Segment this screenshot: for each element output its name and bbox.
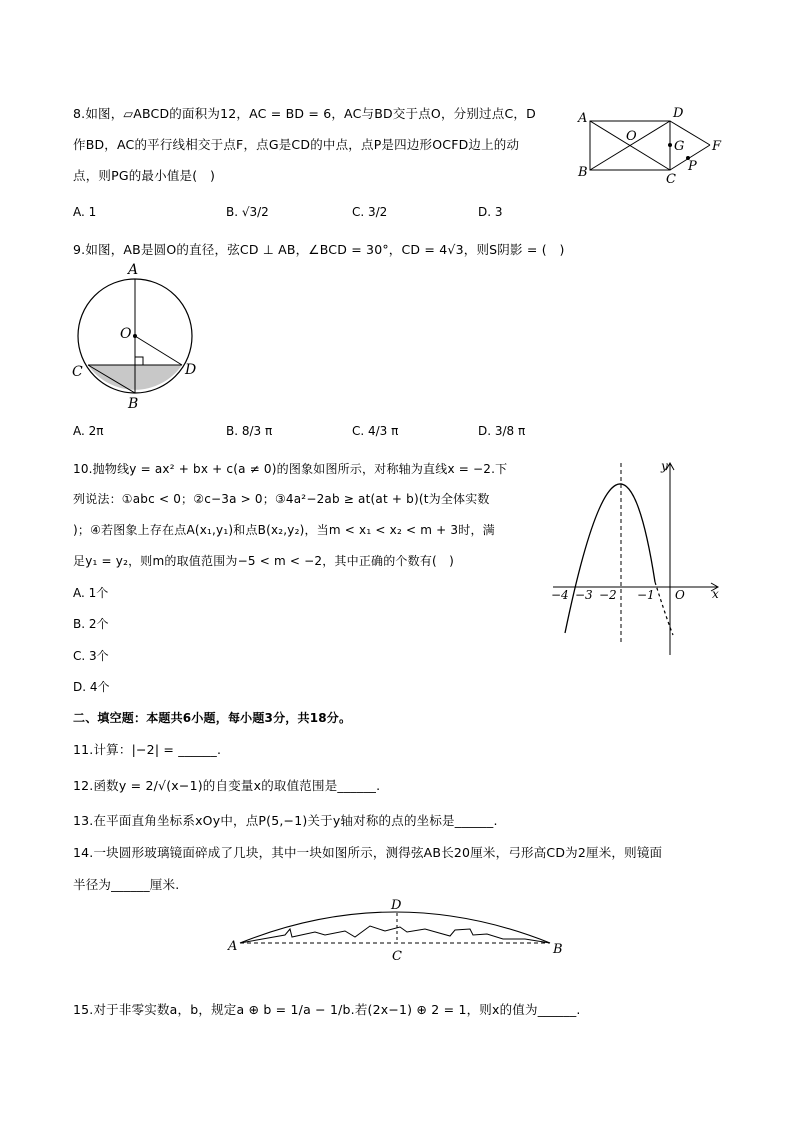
q8-label-d: D bbox=[673, 106, 684, 121]
q12-text: 12.函数y = 2/√(x−1)的自变量x的取值范围是______. bbox=[73, 778, 381, 793]
q9-option-a: A. 2π bbox=[73, 424, 104, 438]
q14-line-2: 半径为______厘米. bbox=[73, 877, 180, 892]
q13-text: 13.在平面直角坐标系xOy中，点P(5,−1)关于y轴对称的点的坐标是______. bbox=[73, 813, 498, 828]
q9-line-1: 9.如图，AB是圆O的直径，弦CD ⊥ AB，∠BCD = 30°，CD = 4√3，则S阴影 = ( ) bbox=[73, 242, 565, 257]
q8-label-f: F bbox=[712, 139, 722, 154]
q8-line-3: 点，则PG的最小值是( ) bbox=[73, 168, 216, 183]
q10-line-3: )；④若图象上存在点A(x₁,y₁)和点B(x₂,y₂)，当m < x₁ < x₂ < m + 3时，满 bbox=[73, 523, 495, 537]
q10-axis-y-label: y bbox=[661, 459, 668, 473]
q10-line-4: 足y₁ = y₂，则m的取值范围为−5 < m < −2，其中正确的个数有( ) bbox=[73, 554, 454, 568]
q8-label-o: O bbox=[626, 129, 637, 144]
q10-origin-label: O bbox=[675, 588, 685, 602]
q10-tick-neg1: −1 bbox=[637, 588, 655, 602]
q15-text: 15.对于非零实数a，b，规定a ⊕ b = 1/a − 1/b.若(2x−1) ⊕ 2 = 1，则x的值为______. bbox=[73, 1002, 581, 1017]
q10-line-2: 列说法：①abc < 0；②c−3a > 0；③4a²−2ab ≥ at(at + b)(t为全体实数 bbox=[73, 492, 490, 506]
q10-axis-x-label: x bbox=[712, 587, 719, 601]
q14-label-b: B bbox=[553, 942, 563, 957]
q9-label-b: B bbox=[128, 396, 139, 412]
q10-tick-neg4: −4 bbox=[551, 588, 569, 602]
q8-option-b: B. √3/2 bbox=[226, 205, 269, 219]
q14-label-d: D bbox=[391, 898, 402, 913]
q9-circle-figure bbox=[62, 258, 212, 413]
q8-label-b: B bbox=[578, 165, 588, 180]
q8-line-2: 作BD，AC的平行线相交于点F，点G是CD的中点，点P是四边形OCFD边上的动 bbox=[73, 137, 520, 152]
q10-line-1: 10.抛物线y = ax² + bx + c(a ≠ 0)的图象如图所示，对称轴为直线x = −2.下 bbox=[73, 462, 508, 476]
q10-parabola-figure bbox=[545, 455, 735, 665]
q9-label-d: D bbox=[185, 362, 197, 378]
q8-label-g: G bbox=[674, 139, 685, 154]
q10-option-a: A. 1个 bbox=[73, 586, 109, 600]
q10-tick-neg3: −3 bbox=[575, 588, 593, 602]
q8-label-p: P bbox=[688, 159, 697, 174]
q10-option-b: B. 2个 bbox=[73, 617, 109, 631]
q10-option-c: C. 3个 bbox=[73, 649, 109, 663]
section-2-title: 二、填空题：本题共6小题，每小题3分，共18分。 bbox=[73, 711, 352, 725]
q9-label-a: A bbox=[128, 262, 139, 278]
q10-tick-neg2: −2 bbox=[599, 588, 617, 602]
q10-option-d: D. 4个 bbox=[73, 680, 110, 694]
q14-label-c: C bbox=[392, 949, 402, 964]
q9-option-c: C. 4/3 π bbox=[352, 424, 399, 438]
q14-label-a: A bbox=[228, 939, 238, 954]
q8-label-a: A bbox=[578, 111, 588, 126]
q8-option-a: A. 1 bbox=[73, 205, 97, 219]
q9-option-d: D. 3/8 π bbox=[478, 424, 526, 438]
q9-option-b: B. 8/3 π bbox=[226, 424, 273, 438]
q8-option-d: D. 3 bbox=[478, 205, 503, 219]
q9-label-c: C bbox=[72, 364, 83, 380]
q11-text: 11.计算：|−2| = ______. bbox=[73, 742, 222, 757]
q8-line-1: 8.如图，▱ABCD的面积为12，AC = BD = 6，AC与BD交于点O，分别过点C，D bbox=[73, 106, 536, 121]
q8-option-c: C. 3/2 bbox=[352, 205, 388, 219]
q8-label-c: C bbox=[666, 172, 676, 187]
q14-mirror-arc-figure bbox=[225, 893, 575, 965]
q9-label-o: O bbox=[120, 326, 132, 342]
q8-parallelogram-figure bbox=[570, 100, 730, 190]
q14-line-1: 14.一块圆形玻璃镜面碎成了几块，其中一块如图所示，测得弦AB长20厘米，弓形高CD为2厘米，则镜面 bbox=[73, 845, 663, 860]
